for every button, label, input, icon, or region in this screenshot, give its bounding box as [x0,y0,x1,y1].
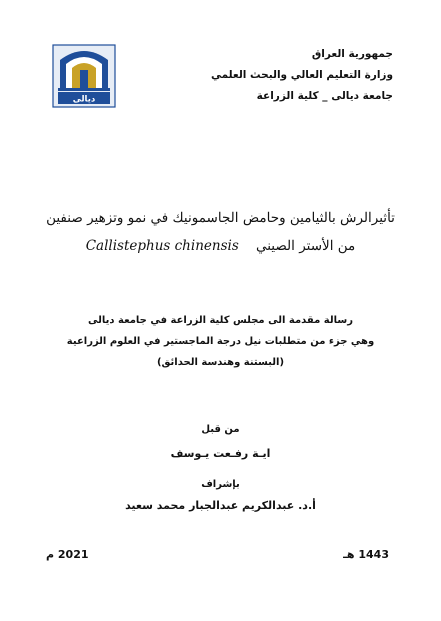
title-line-2 [20,232,421,260]
university-of-diyala-logo-icon [52,44,116,108]
scientific-name: Callistephus chinensis [85,238,239,254]
hijri-year: 1443 هـ [343,548,389,561]
logo-text: ديالى [72,94,96,105]
ministry-name: وزارة التعليم العالي والبحث العلمي [210,69,393,81]
author-name: ايـة رفـعت يـوسف [170,447,271,460]
institution-header [211,44,393,107]
thesis-description [20,310,421,373]
thesis-title [20,204,421,260]
description-line-1: رسالة مقدمة الى مجلس كلية الزراعة في جامعة ديالى [88,315,353,326]
university-college-name: جامعة ديالى _ كلية الزراعة [256,90,393,102]
country-name: جمهورية العراق [311,48,393,60]
supervisor-name: أ.د. عبدالكريم عبدالجبار محمد سعيد [125,499,316,512]
author-label: من قبل [201,424,240,435]
description-line-2: وهي جزء من متطلبات نيل درجة الماجستير في العلوم الزراعية [66,336,375,347]
title-arabic-name: من الأستر الصيني [255,238,356,254]
title-line-1: تأثيرالرش بالثيامين وحامض الجاسمونيك في نمو وتزهير صنفين [46,210,395,226]
gregorian-year: 2021 م [46,548,89,561]
supervisor-label: بإشراف [201,479,240,490]
description-line-3: (البستنة وهندسة الحدائق) [156,357,285,368]
